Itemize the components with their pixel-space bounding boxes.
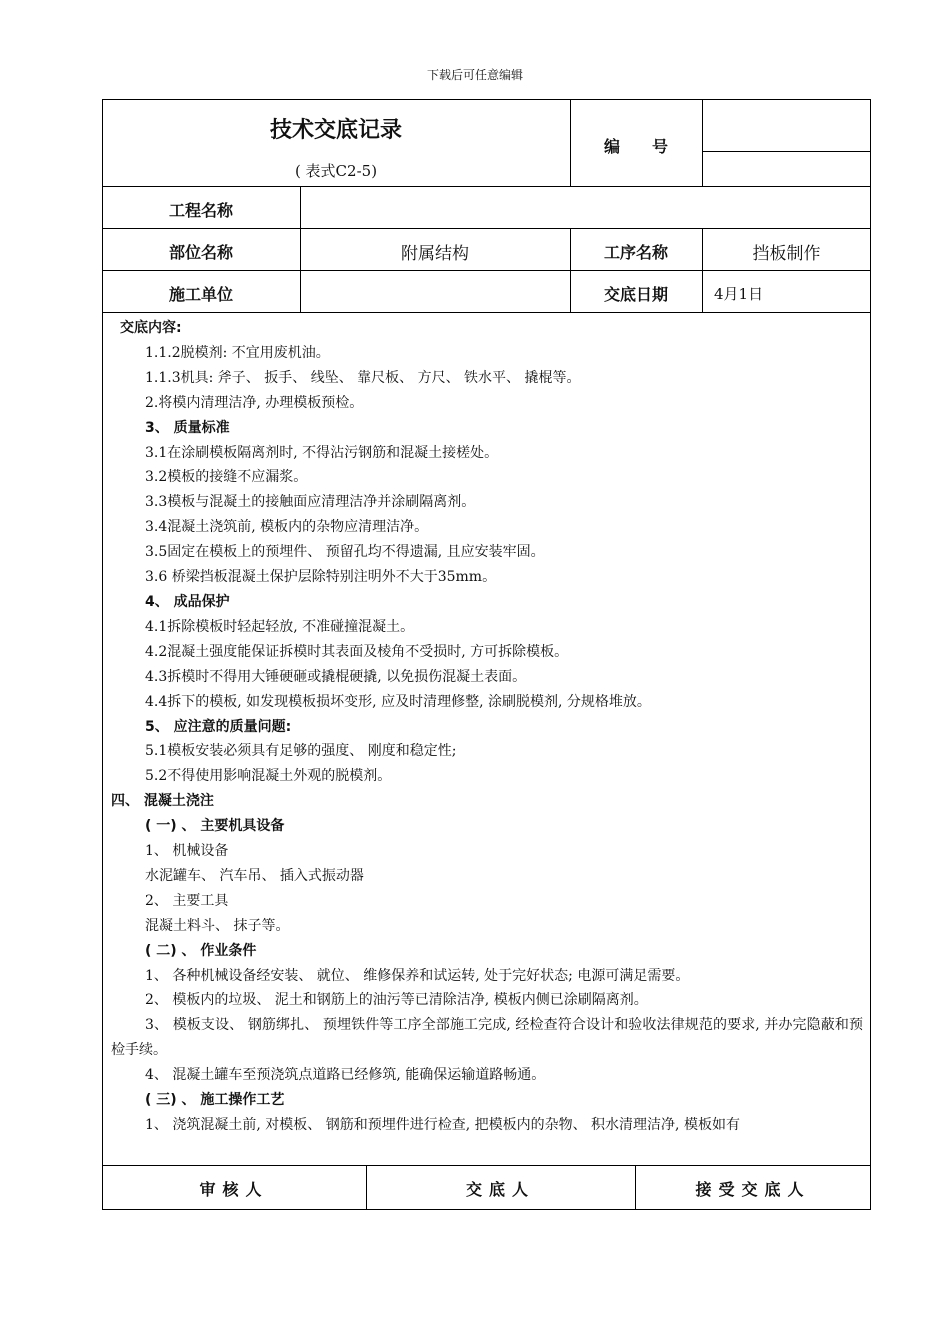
date-value[interactable]: 4月1日: [714, 285, 764, 303]
content-line: 2、 模板内的垃圾、 泥土和钢筋上的油污等已清除洁净, 模板内侧已涂刷隔离剂。: [145, 992, 648, 1009]
row-divider: [102, 186, 871, 187]
section-heading: 3、 质量标准: [145, 419, 230, 436]
content-line: 1.1.3机具: 斧子、 扳手、 线坠、 靠尺板、 方尺、 铁水平、 撬棍等。: [145, 369, 581, 386]
content-line: 水泥罐车、 汽车吊、 插入式振动器: [145, 867, 364, 884]
section-heading: ( 一) 、 主要机具设备: [145, 818, 285, 835]
disclosure-content: [111, 316, 863, 1138]
date-label: 交底日期: [603, 285, 668, 304]
discloser-label: 交底人: [465, 1180, 535, 1199]
section-heading: ( 二) 、 作业条件: [145, 942, 257, 959]
content-line: 4.3拆模时不得用大锤硬砸或撬棍硬撬, 以免损伤混凝土表面。: [145, 668, 527, 685]
content-line: 5.2不得使用影响混凝土外观的脱模剂。: [145, 768, 392, 785]
content-line: 1、 机械设备: [145, 843, 229, 860]
project-name-label: 工程名称: [168, 201, 233, 220]
content-line: 1、 浇筑混凝土前, 对模板、 钢筋和预埋件进行检查, 把模板内的杂物、 积水清理洁净, 模板如有: [145, 1117, 740, 1133]
col-divider: [702, 99, 703, 186]
content-line: 4、 混凝土罐车至预浇筑点道路已经修筑, 能确保运输道路畅通。: [145, 1067, 546, 1084]
content-line: 3、 模板支设、 钢筋绑扎、 预埋铁件等工序全部施工完成, 经检查符合设计和验收法律规范的要求, 并办完隐蔽和预检手续。: [111, 1017, 863, 1059]
row-divider: [702, 151, 871, 152]
receiver-label: 接受交底人: [695, 1180, 811, 1199]
form-title: 技术交底记录: [269, 118, 402, 143]
content-line: 3.4混凝土浇筑前, 模板内的杂物应清理洁净。: [145, 519, 429, 536]
section-heading: ( 三) 、 施工操作工艺: [145, 1092, 285, 1109]
content-line: 2、 主要工具: [145, 892, 229, 909]
content-line: 3.1在涂刷模板隔离剂时, 不得沾污钢筋和混凝土接槎处。: [145, 444, 499, 461]
process-name-value[interactable]: 挡板制作: [752, 244, 821, 264]
section-heading: 5、 应注意的质量问题:: [145, 718, 292, 735]
content-line: 5.1模板安装必须具有足够的强度、 刚度和稳定性;: [145, 743, 457, 760]
content-line: 1、 各种机械设备经安装、 就位、 维修保养和试运转, 处于完好状态; 电源可满足需要。: [145, 967, 690, 984]
content-heading: 交底内容:: [120, 320, 182, 336]
row-divider: [102, 1165, 871, 1166]
content-line: 3.3模板与混凝土的接触面应清理洁净并涂刷隔离剂。: [145, 494, 476, 511]
row-divider: [102, 228, 871, 229]
process-name-label: 工序名称: [603, 243, 668, 262]
row-divider: [102, 312, 871, 313]
form-subtitle: ( 表式C2-5): [294, 162, 378, 180]
reviewer-label: 审核人: [199, 1180, 269, 1199]
chapter-heading: 四、 混凝土浇注: [111, 793, 214, 810]
content-line: 4.4拆下的模板, 如发现模板损坏变形, 应及时清理修整, 涂刷脱模剂, 分规格堆放。: [145, 693, 651, 710]
section-heading: 4、 成品保护: [145, 593, 230, 610]
page-header: 下载后可任意编辑: [426, 68, 523, 82]
content-line: 2.将模内清理洁净, 办理模板预检。: [145, 394, 364, 411]
content-line: 4.2混凝土强度能保证拆模时其表面及棱角不受损时, 方可拆除模板。: [145, 643, 569, 660]
content-line: 4.1拆除模板时轻起轻放, 不准碰撞混凝土。: [145, 618, 415, 635]
content-line: 1.1.2脱模剂: 不宜用废机油。: [145, 344, 330, 361]
content-line: 混凝土料斗、 抹子等。: [145, 917, 290, 934]
unit-label: 施工单位: [168, 285, 233, 304]
content-line: 3.6 桥梁挡板混凝土保护层除特别注明外不大于35mm。: [145, 569, 497, 586]
part-name-value[interactable]: 附属结构: [401, 244, 469, 264]
row-divider: [102, 270, 871, 271]
content-line: 3.2模板的接缝不应漏浆。: [145, 469, 308, 486]
number-label: 编 号: [603, 137, 668, 156]
content-line: 3.5固定在模板上的预埋件、 预留孔均不得遗漏, 且应安装牢固。: [145, 544, 545, 561]
part-name-label: 部位名称: [168, 243, 233, 262]
